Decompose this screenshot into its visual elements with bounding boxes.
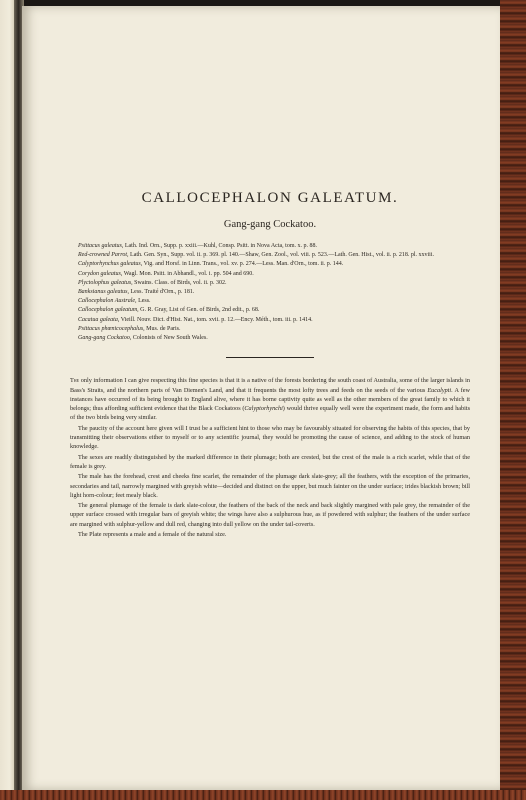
synonym-item	[78, 316, 470, 325]
paragraph-female: The general plumage of the female is dark slate-colour, the feathers of the back of the neck and back slightly margined with pale grey, the remainder of the upper surface crossed with irregular bars of greyish white; the wings have also a sulphurous hue, as if powdered with sulphur; the feathers of the under surface are margined with sulphur-yellow and dull red, changing into dull yellow on the under tail-coverts.	[70, 502, 470, 528]
paragraph-male: The male has the forehead, crest and cheeks fine scarlet, the remainder of the plumage dark slate-grey; all the feathers, with the exception of the primaries, secondaries and tail, narrowly margined with greyish white—decided and distinct on the upper, but much fainter on the under surface; irides blackish brown; bill light horn-colour; feet mealy black.	[70, 473, 470, 499]
synonym-reference: Colonists of New South Wales.	[132, 335, 208, 342]
synonym-reference: Lath. Gen. Syn., Supp. vol. ii. p. 369. pl. 140.—Shaw, Gen. Zool., vol. viii. p. 523.—Lath. Gen. Hist., vol. ii. p. 218. pl. xxviii.	[130, 252, 434, 259]
synonym-item	[78, 279, 470, 288]
synonym-name: Cacatua galeata,	[78, 316, 120, 323]
paragraph-text: . A few instances have occurred of its being brought to England alive, where it has borne captivity quite as well as the other members of the great family to which it belongs; thus affording sufficient evidence that the Black Cockatoos (	[70, 386, 470, 413]
synonymy-list	[70, 242, 470, 343]
synonym-item	[78, 306, 470, 315]
body-text	[70, 376, 470, 539]
synonym-reference: Vieill. Nouv. Dict. d'Hist. Nat., tom. xvii. p. 12.—Ency. Méth., tom. iii. p. 1414.	[120, 316, 313, 323]
lead-word: The	[70, 377, 80, 385]
synonym-name: Psittacus galeatus,	[78, 243, 124, 249]
synonym-name: Banksianus galeatus,	[78, 289, 129, 296]
synonym-reference: G. R. Gray, List of Gen. of Birds, 2nd edit., p. 68.	[140, 307, 260, 314]
paragraph-intro	[70, 376, 470, 422]
marbled-edge-right	[500, 0, 526, 800]
page-title: CALLOCEPHALON GALEATUM.	[141, 190, 399, 206]
synonym-item	[78, 270, 470, 279]
synonym-name: Callocephalon galeatum,	[78, 307, 139, 314]
synonym-item	[78, 297, 470, 306]
genus-name: Eucalypti	[427, 386, 452, 394]
marbled-edge-bottom	[0, 790, 526, 800]
synonym-item	[78, 288, 470, 297]
synonym-reference: Wagl. Mon. Psitt. in Abhandl., vol. i. pp. 504 and 690.	[123, 270, 254, 277]
synonym-name: Red-crowned Parrot,	[78, 252, 129, 259]
synonym-name: Calyptorhynchus galeatus,	[78, 261, 143, 268]
paragraph-text: ) would thrive equally well were the experiment made, the form and habits of the two birds being very similar.	[70, 405, 470, 422]
paragraph-sexes: The sexes are readily distinguished by the marked difference in their plumage; both are crested, but the crest of the male is a rich scarlet, while that of the female is grey.	[70, 453, 470, 470]
synonym-name: Corydon galeatus,	[78, 270, 123, 277]
synonym-item	[78, 251, 470, 260]
genus-name: Calyptorhynchi	[244, 405, 283, 413]
synonym-reference: Swains. Class. of Birds, vol. ii. p. 302.	[134, 279, 227, 286]
synonym-reference: Mus. de Paris.	[146, 325, 181, 332]
synonym-reference: Less.	[138, 298, 151, 305]
synonym-reference: Less. Traité d'Orn., p. 181.	[130, 289, 195, 296]
synonym-item	[78, 325, 470, 334]
synonym-reference: Lath. Ind. Orn., Supp. p. xxiii.—Kuhl, Consp. Psitt. in Nova Acta, tom. x. p. 88.	[124, 243, 318, 249]
synonym-item	[78, 334, 470, 343]
section-divider	[226, 357, 314, 358]
synonym-item	[78, 242, 470, 251]
paragraph-plate: The Plate represents a male and a female of the natural size.	[78, 530, 227, 538]
paragraph-text: only information I can give respecting this fine species is that it is a native of the forests bordering the south coast of Australia, some of the larger islands in Bass's Straits, and the northern parts of Van Diemen's Land, and that it frequents the most lofty trees and feeds on the seeds of the various	[70, 377, 470, 394]
synonym-reference: Vig. and Horsf. in Linn. Trans., vol. xv. p. 274.—Less. Man. d'Orn., tom. ii. p. 144.	[143, 261, 344, 268]
synonym-name: Callocephalon Australe,	[78, 298, 137, 305]
page-subtitle: Gang-gang Cockatoo.	[223, 219, 317, 230]
synonym-item	[78, 260, 470, 269]
synonym-name: Gang-gang Cockatoo,	[78, 335, 132, 342]
page-content	[70, 190, 470, 540]
synonym-name: Psittacus phœnicocephalus,	[78, 325, 145, 332]
paragraph-account: The paucity of the account here given will I trust be a sufficient hint to those who may be favourably situated for observing the habits of this species, that by transmitting their observations either to myself or to any scientific journal, they would be promoting the cause of science, and adding to the stock of human knowledge.	[70, 424, 470, 451]
synonym-name: Plyctolophus galeatus,	[78, 279, 133, 286]
